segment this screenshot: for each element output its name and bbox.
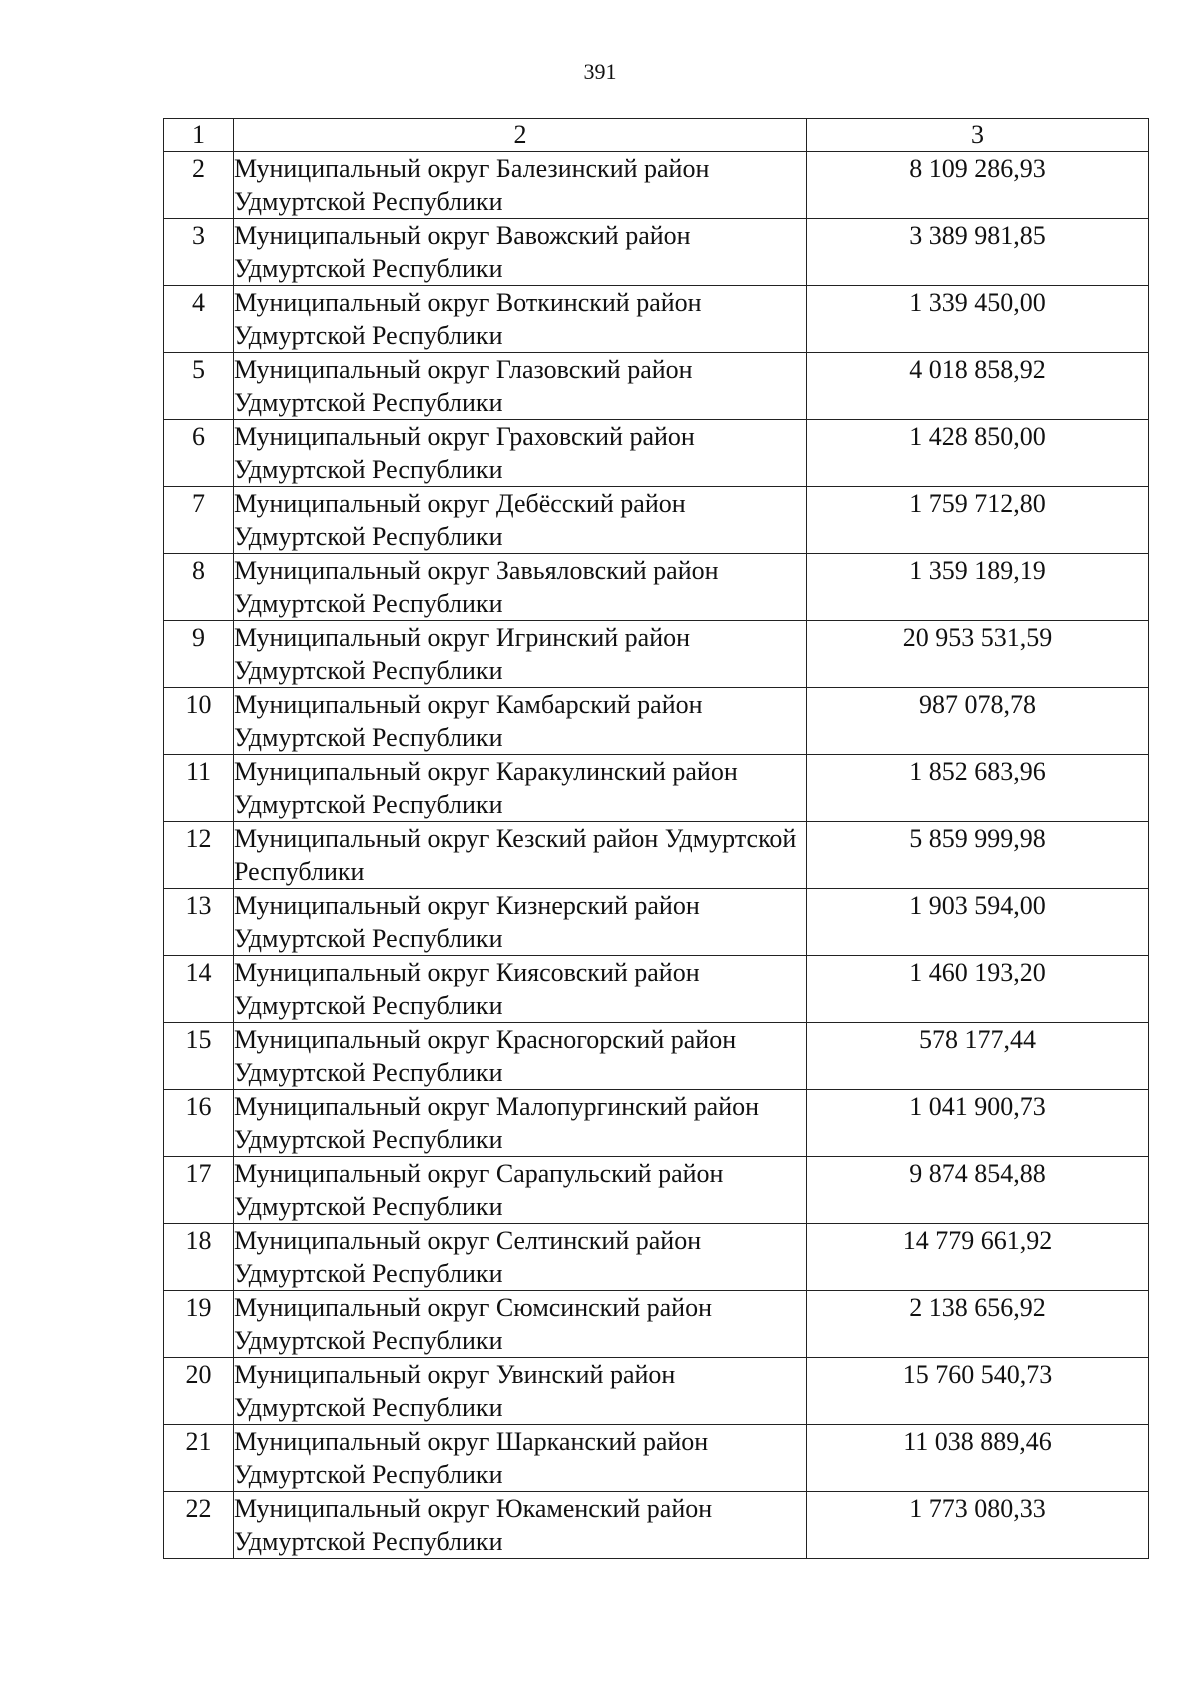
municipality-name: Муниципальный округ Красногорский район Удмуртской Республики xyxy=(234,1023,807,1090)
amount-value: 578 177,44 xyxy=(807,1023,1149,1090)
row-number: 21 xyxy=(164,1425,234,1492)
amount-value: 9 874 854,88 xyxy=(807,1157,1149,1224)
row-number: 19 xyxy=(164,1291,234,1358)
amount-value: 4 018 858,92 xyxy=(807,353,1149,420)
amount-value: 1 903 594,00 xyxy=(807,889,1149,956)
municipality-name: Муниципальный округ Сарапульский район Удмуртской Республики xyxy=(234,1157,807,1224)
municipality-name: Муниципальный округ Глазовский район Удмуртской Республики xyxy=(234,353,807,420)
row-number: 8 xyxy=(164,554,234,621)
amount-value: 1 359 189,19 xyxy=(807,554,1149,621)
row-number: 6 xyxy=(164,420,234,487)
row-number: 4 xyxy=(164,286,234,353)
table-row xyxy=(164,1023,1149,1090)
municipality-name: Муниципальный округ Завьяловский район Удмуртской Республики xyxy=(234,554,807,621)
table-row xyxy=(164,219,1149,286)
table-row xyxy=(164,1358,1149,1425)
municipality-name: Муниципальный округ Кезский район Удмуртской Республики xyxy=(234,822,807,889)
amount-value: 11 038 889,46 xyxy=(807,1425,1149,1492)
table-row xyxy=(164,353,1149,420)
page-number: 391 xyxy=(583,59,617,84)
amount-value: 1 460 193,20 xyxy=(807,956,1149,1023)
row-number: 10 xyxy=(164,688,234,755)
amount-value: 1 773 080,33 xyxy=(807,1492,1149,1559)
row-number: 14 xyxy=(164,956,234,1023)
table-row xyxy=(164,286,1149,353)
municipality-name: Муниципальный округ Увинский район Удмуртской Республики xyxy=(234,1358,807,1425)
row-number: 7 xyxy=(164,487,234,554)
table-row xyxy=(164,755,1149,822)
table-row xyxy=(164,956,1149,1023)
table-row xyxy=(164,1492,1149,1559)
municipality-name: Муниципальный округ Вавожский район Удмуртской Республики xyxy=(234,219,807,286)
table-row xyxy=(164,688,1149,755)
municipality-name: Муниципальный округ Балезинский район Удмуртской Республики xyxy=(234,152,807,219)
row-number: 9 xyxy=(164,621,234,688)
header-col-2: 2 xyxy=(234,119,807,152)
row-number: 22 xyxy=(164,1492,234,1559)
table-row xyxy=(164,554,1149,621)
amount-value: 15 760 540,73 xyxy=(807,1358,1149,1425)
table-row xyxy=(164,1425,1149,1492)
municipality-name: Муниципальный округ Юкаменский район Удмуртской Республики xyxy=(234,1492,807,1559)
table-row xyxy=(164,487,1149,554)
municipality-name: Муниципальный округ Игринский район Удмуртской Республики xyxy=(234,621,807,688)
table-body xyxy=(164,119,1149,1559)
amount-value: 20 953 531,59 xyxy=(807,621,1149,688)
table-row xyxy=(164,621,1149,688)
row-number: 15 xyxy=(164,1023,234,1090)
municipality-name: Муниципальный округ Малопургинский район Удмуртской Республики xyxy=(234,1090,807,1157)
row-number: 5 xyxy=(164,353,234,420)
header-col-1: 1 xyxy=(164,119,234,152)
municipality-name: Муниципальный округ Шарканский район Удмуртской Республики xyxy=(234,1425,807,1492)
municipality-name: Муниципальный округ Сюмсинский район Удмуртской Республики xyxy=(234,1291,807,1358)
distribution-table xyxy=(163,118,1149,1559)
amount-value: 5 859 999,98 xyxy=(807,822,1149,889)
municipality-name: Муниципальный округ Каракулинский район Удмуртской Республики xyxy=(234,755,807,822)
amount-value: 1 852 683,96 xyxy=(807,755,1149,822)
row-number: 16 xyxy=(164,1090,234,1157)
amount-value: 987 078,78 xyxy=(807,688,1149,755)
amount-value: 1 041 900,73 xyxy=(807,1090,1149,1157)
amount-value: 1 759 712,80 xyxy=(807,487,1149,554)
table-row xyxy=(164,1291,1149,1358)
row-number: 18 xyxy=(164,1224,234,1291)
table-header-row xyxy=(164,119,1149,152)
header-col-3: 3 xyxy=(807,119,1149,152)
municipality-name: Муниципальный округ Селтинский район Удмуртской Республики xyxy=(234,1224,807,1291)
table-row xyxy=(164,822,1149,889)
municipality-name: Муниципальный округ Камбарский район Удмуртской Республики xyxy=(234,688,807,755)
municipality-name: Муниципальный округ Киясовский район Удмуртской Республики xyxy=(234,956,807,1023)
table-row xyxy=(164,420,1149,487)
table-row xyxy=(164,1090,1149,1157)
table-row xyxy=(164,889,1149,956)
row-number: 12 xyxy=(164,822,234,889)
municipality-name: Муниципальный округ Дебёсский район Удмуртской Республики xyxy=(234,487,807,554)
row-number: 20 xyxy=(164,1358,234,1425)
municipality-name: Муниципальный округ Кизнерский район Удмуртской Республики xyxy=(234,889,807,956)
row-number: 13 xyxy=(164,889,234,956)
municipality-name: Муниципальный округ Граховский район Удмуртской Республики xyxy=(234,420,807,487)
amount-value: 3 389 981,85 xyxy=(807,219,1149,286)
amount-value: 14 779 661,92 xyxy=(807,1224,1149,1291)
table-row xyxy=(164,1157,1149,1224)
row-number: 3 xyxy=(164,219,234,286)
municipality-name: Муниципальный округ Воткинский район Удмуртской Республики xyxy=(234,286,807,353)
table-row xyxy=(164,1224,1149,1291)
row-number: 17 xyxy=(164,1157,234,1224)
amount-value: 1 339 450,00 xyxy=(807,286,1149,353)
amount-value: 8 109 286,93 xyxy=(807,152,1149,219)
amount-value: 2 138 656,92 xyxy=(807,1291,1149,1358)
table-row xyxy=(164,152,1149,219)
row-number: 11 xyxy=(164,755,234,822)
amount-value: 1 428 850,00 xyxy=(807,420,1149,487)
row-number: 2 xyxy=(164,152,234,219)
